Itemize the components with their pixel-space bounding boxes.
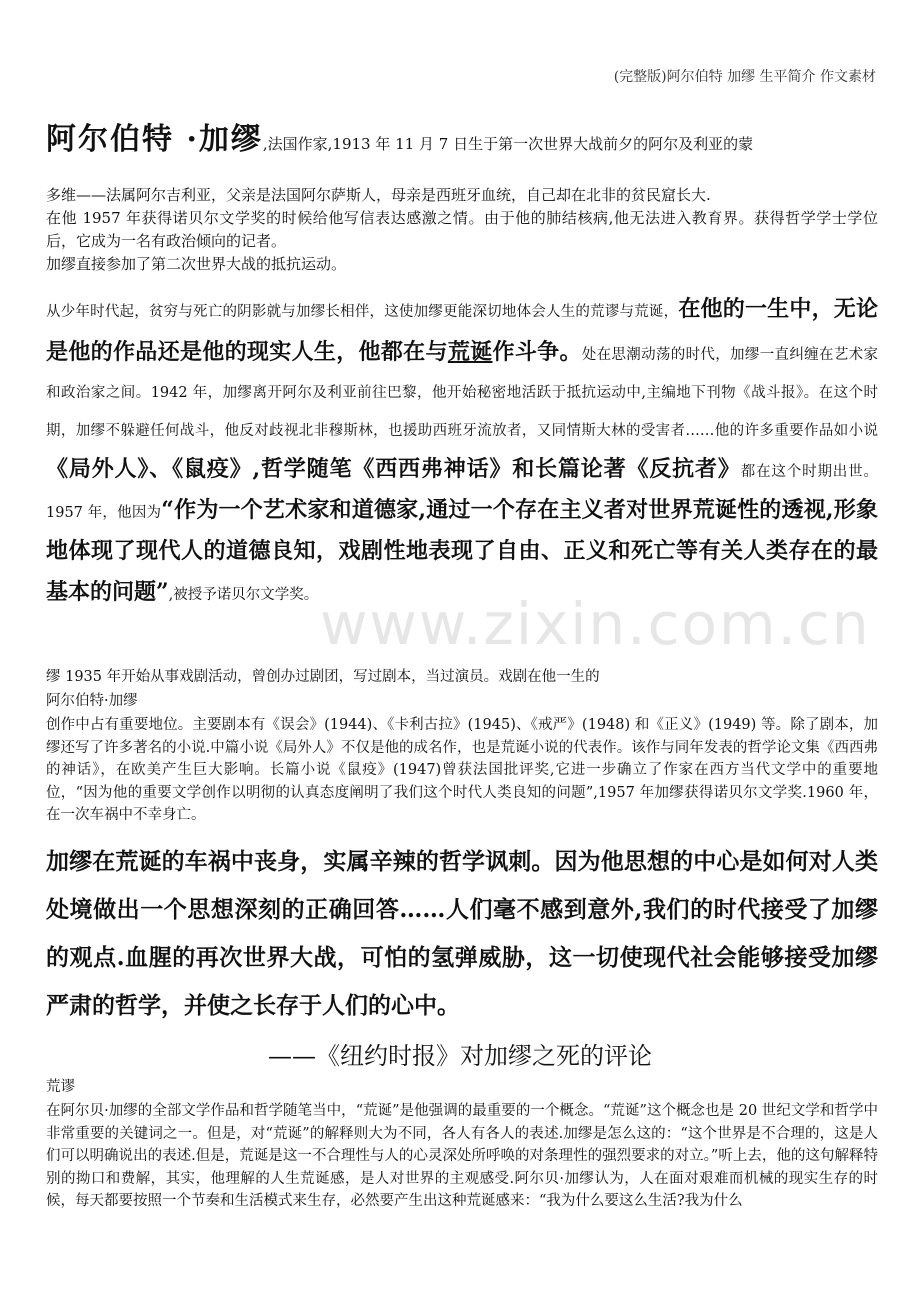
para3-line2: 阿尔伯特·加缪 xyxy=(46,693,138,709)
para3-body: 创作中占有重要地位。主要剧本有《误会》(1944)、《卡利古拉》(1945)、《戒严》(1948) 和《正义》(1949) 等。除了剧本，加缪还写了许多著名的小说.中篇小说《局外人》不仅是他的成名作，也是荒诞小说的代表作。该作与同年发表的哲学论文集《西西弗的神话》，在欧美产生巨大影响。长篇小说《鼠疫》(1947)曾获法国批评奖,它进一步确立了作家在西方当代文学中的重要地位，“因为他的重要文学创作以明彻的认真态度阐明了我们这个时代人类良知的问题”,1957 年加缪获得诺贝尔文学奖.1960 年，在一次车祸中不幸身亡。 xyxy=(46,717,878,823)
para2-works: 《局外人》、《鼠疫》,哲学随笔《西西弗神话》和长篇论著《反抗者》 xyxy=(46,456,741,482)
para2-bold2: 作斗争 xyxy=(492,339,560,365)
paragraph-life xyxy=(46,288,878,614)
intro-line4: 加缪直接参加了第二次世界大战的抵抗运动。 xyxy=(46,255,347,273)
para2-bold-underline: 荒诞 xyxy=(447,339,493,365)
nyt-signature: ——《纽约时报》对加缪之死的评论 xyxy=(268,1042,652,1070)
intro-line1-rest: ,法国作家,1913 年 11 月 7 日生于第一次世界大战前夕的阿尔及利亚的蒙 xyxy=(262,135,754,153)
document-title: 阿尔伯特 ·加缪 xyxy=(46,122,263,157)
para2-bold1: 在他的一生中，无论是他的作品还是他的现实人生，他都在与 xyxy=(46,296,878,365)
para2-body: 处在思潮动荡的时代，加缪一直纠缠在艺术家和政治家之间。1942 年，加缪离开阿尔及利亚前往巴黎，他开始秘密地活跃于抵抗运动中,主编地下刊物《战斗报》。在这个时期，加缪不躲避任何战斗，他反对歧视北非穆斯林，也援助西班牙流放者，又同情斯大林的受害者……他的许多重要作品如小说 xyxy=(46,347,878,439)
intro-line2: 多维——法属阿尔吉利亚，父亲是法国阿尔萨斯人，母亲是西班牙血统，自己却在北非的贫民窟长大. xyxy=(46,186,711,204)
para2-bold-end: 。 xyxy=(559,339,582,365)
watermark: www.zixin.com.cn xyxy=(320,590,871,658)
absurd-heading: 荒谬 xyxy=(46,1079,75,1095)
para2-quote-after: ,被授予诺贝尔文学奖。 xyxy=(168,587,319,603)
para2-works-after: 都在这个时期出世。1957 年，他因为 xyxy=(46,464,878,521)
intro-line3: 在他 1957 年获得诺贝尔文学奖的时候给他写信表达感激之情。由于他的肺结核病,他无法进入教育界。获得哲学学士学位后，它成为一名有政治倾向的记者。 xyxy=(46,209,878,250)
intro-first-line xyxy=(46,122,878,157)
absurd-body: 在阿尔贝·加缪的全部文学作品和哲学随笔当中，“荒诞”是他强调的最重要的一个概念。“荒诞”这个概念也是 20 世纪文学和哲学中非常重要的关键词之一。但是，对“荒诞”的解释则大为不同，各人有各人的表述.加缪是怎么这的：“这个世界是不合理的，这是人们可以明确说出的表述.但是，荒诞是这一不合理性与人的心灵深处所呼唤的对条理性的强烈要求的对立。”听上去，他的这句解释特别的拗口和费解，其实，他理解的人生荒诞感，是人对世界的主观感受.阿尔贝·加缪认为，人在面对艰难而机械的现实生存的时候，每天都要按照一个节奏和生活模式来生存，必然要产生出这种荒诞感来：“我为什么要这么生活?我为什么 xyxy=(46,1103,878,1209)
header-reference: (完整版)阿尔伯特 加缪 生平简介 作文素材 xyxy=(613,69,876,85)
para3-line1: 缪 1935 年开始从事戏剧活动，曾创办过剧团，写过剧本，当过演员。戏剧在他一生的 xyxy=(46,669,600,685)
para2-lead: 从少年时代起，贫穷与死亡的阴影就与加缪长相伴，这使加缪更能深切地体会人生的荒谬与荒诞， xyxy=(46,304,679,320)
nyt-quote: 加缪在荒诞的车祸中丧身，实属辛辣的哲学讽刺。因为他思想的中心是如何对人类处境做出一个思想深刻的正确回答……人们毫不感到意外,我们的时代接受了加缪的观点.血腥的再次世界大战，可怕的氢弹威胁，这一切使现代社会能够接受加缪严肃的哲学，并使之长存于人们的心中。 xyxy=(46,848,878,1019)
nobel-citation: “作为一个艺术家和道德家,通过一个存在主义者对世界荒诞性的透视,形象地体现了现代人的道德良知，戏剧性地表现了自由、正义和死亡等有关人类存在的最基本的问题” xyxy=(46,497,878,605)
